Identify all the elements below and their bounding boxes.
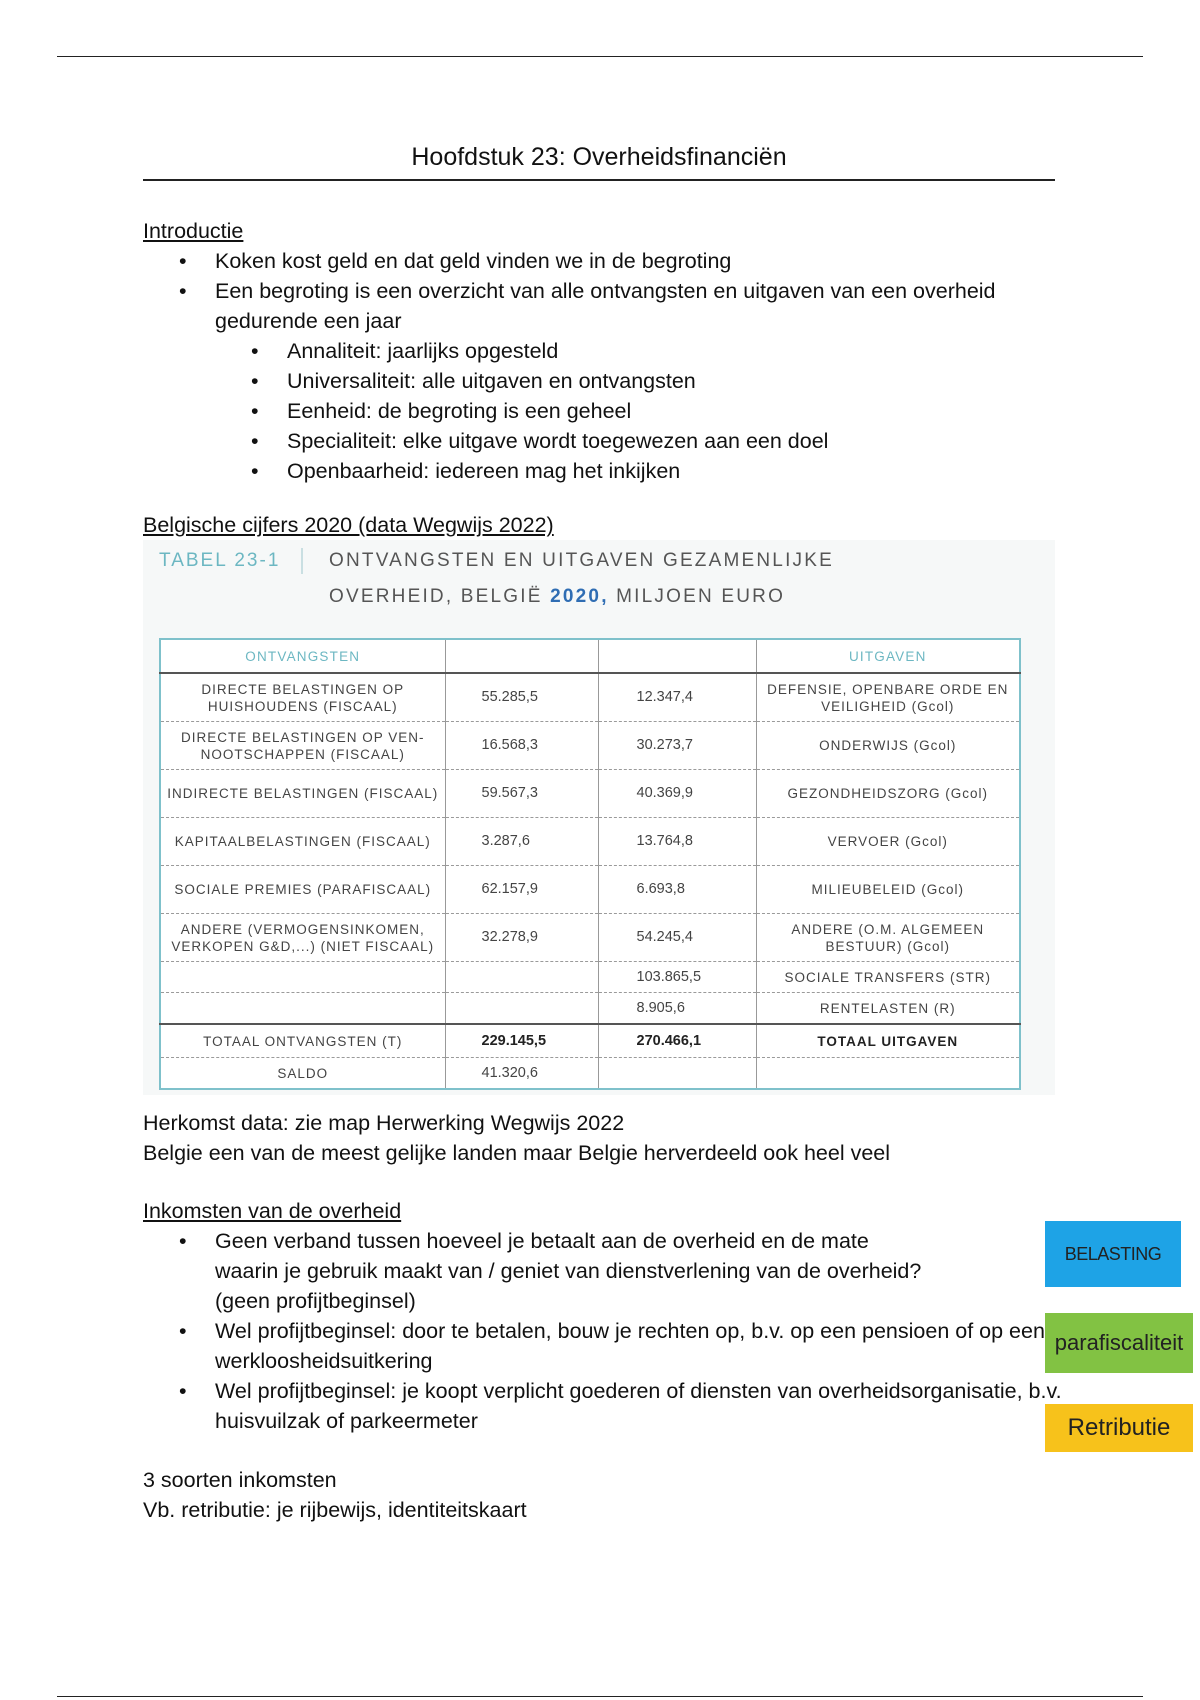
empty-cell	[756, 1058, 1020, 1090]
belgische-heading: Belgische cijfers 2020 (data Wegwijs 2022)	[143, 513, 554, 537]
income-label: ANDERE (VERMOGENSINKOMEN, VERKOPEN G&D,...) (NIET FISCAAL)	[160, 914, 445, 962]
spend-value: 103.865,5	[598, 962, 756, 993]
spend-value: 6.693,8	[598, 866, 756, 914]
spend-label: VERVOER (Gcol)	[756, 818, 1020, 866]
intro-list	[143, 246, 1083, 336]
title-underline	[143, 179, 1055, 181]
intro-heading: Introductie	[143, 219, 244, 243]
income-label: DIRECTE BELASTINGEN OP VEN-NOOTSCHAPPEN (FISCAAL)	[160, 722, 445, 770]
spend-label: ANDERE (O.M. ALGEMEEN BESTUUR) (Gcol)	[756, 914, 1020, 962]
list-item: • Annaliteit: jaarlijks opgesteld	[143, 336, 1083, 366]
empty-cell	[598, 1058, 756, 1090]
income-label: SOCIALE PREMIES (PARAFISCAAL)	[160, 866, 445, 914]
note-line: Belgie een van de meest gelijke landen maar Belgie herverdeeld ook heel veel	[143, 1141, 891, 1165]
list-item: • Wel profijtbeginsel: door te betalen, bouw je rechten op, b.v. op een pensioen of op een werkloosheidsuitkering	[143, 1316, 1063, 1376]
spend-label: RENTELASTEN (R)	[756, 993, 1020, 1025]
spend-label: DEFENSIE, OPENBARE ORDE EN VEILIGHEID (Gcol)	[756, 673, 1020, 722]
belasting-tag: BELASTING	[1045, 1221, 1181, 1287]
inkomsten-heading: Inkomsten van de overheid	[143, 1199, 402, 1223]
table-title-year: 2020,	[550, 586, 609, 607]
col-header-ontvangsten: ONTVANGSTEN	[160, 639, 445, 673]
table-row	[160, 673, 1020, 722]
spend-label: ONDERWIJS (Gcol)	[756, 722, 1020, 770]
table-row	[160, 818, 1020, 866]
list-item: • Specialiteit: elke uitgave wordt toegewezen aan een doel	[143, 426, 1083, 456]
table-label: TABEL 23-1	[159, 550, 281, 571]
income-value: 62.157,9	[445, 866, 598, 914]
table-row	[160, 722, 1020, 770]
income-value: 3.287,6	[445, 818, 598, 866]
saldo-label: SALDO	[160, 1058, 445, 1090]
income-label: DIRECTE BELASTINGEN OP HUISHOUDENS (FISCAAL)	[160, 673, 445, 722]
note-line: Herkomst data: zie map Herwerking Wegwijs 2022	[143, 1111, 625, 1135]
parafiscaliteit-tag: parafiscaliteit	[1045, 1313, 1193, 1373]
table-title-line1: ONTVANGSTEN EN UITGAVEN GEZAMENLIJKE	[329, 550, 835, 571]
table-row	[160, 962, 1020, 993]
spend-value: 13.764,8	[598, 818, 756, 866]
income-label: KAPITAALBELASTINGEN (FISCAAL)	[160, 818, 445, 866]
table-title-line2	[329, 586, 785, 608]
page-top-rule	[57, 56, 1143, 57]
table-row	[160, 866, 1020, 914]
spend-value: 12.347,4	[598, 673, 756, 722]
table-total-row	[160, 1024, 1020, 1058]
list-item: • Koken kost geld en dat geld vinden we in de begroting	[143, 246, 1083, 276]
inkomsten-section	[143, 1196, 1063, 1436]
total-income-value: 229.145,5	[445, 1024, 598, 1058]
income-label	[160, 962, 445, 993]
soorten-section	[143, 1465, 1083, 1525]
income-value	[445, 962, 598, 993]
spend-value: 40.369,9	[598, 770, 756, 818]
soorten-example: Vb. retributie: je rijbewijs, identiteitskaart	[143, 1498, 527, 1522]
col-header-uitgaven: UITGAVEN	[756, 639, 1020, 673]
intro-section	[143, 216, 1083, 486]
table-header-row	[160, 639, 1020, 673]
retributie-tag: Retributie	[1045, 1404, 1193, 1452]
income-value	[445, 993, 598, 1025]
table-title-suffix: MILJOEN EURO	[616, 586, 786, 607]
table-label-divider	[301, 548, 303, 574]
notes-section	[143, 1108, 1083, 1168]
income-label: INDIRECTE BELASTINGEN (FISCAAL)	[160, 770, 445, 818]
income-value: 55.285,5	[445, 673, 598, 722]
col-header-blank	[445, 639, 598, 673]
list-item: • Een begroting is een overzicht van alle ontvangsten en uitgaven van een overheid gedurende een jaar	[143, 276, 1083, 336]
list-item: • Universaliteit: alle uitgaven en ontvangsten	[143, 366, 1083, 396]
inkomsten-list	[143, 1226, 1063, 1436]
table-row	[160, 993, 1020, 1025]
spend-value: 8.905,6	[598, 993, 756, 1025]
spend-label: GEZONDHEIDSZORG (Gcol)	[756, 770, 1020, 818]
page-title: Hoofdstuk 23: Overheidsfinanciën	[411, 143, 787, 171]
income-label	[160, 993, 445, 1025]
income-value: 59.567,3	[445, 770, 598, 818]
spend-label: MILIEUBELEID (Gcol)	[756, 866, 1020, 914]
page-bottom-rule	[57, 1696, 1143, 1697]
list-item: • Geen verband tussen hoeveel je betaalt aan de overheid en de mate waarin je gebruik maakt van / geniet van dienstverlening van de overheid? (geen profijtbeginsel)	[143, 1226, 1063, 1316]
list-item: • Wel profijtbeginsel: je koopt verplicht goederen of diensten van overheidsorganisatie, b.v. huisvuilzak of parkeermeter	[143, 1376, 1063, 1436]
saldo-value: 41.320,6	[445, 1058, 598, 1090]
total-spend-label: TOTAAL UITGAVEN	[756, 1024, 1020, 1058]
budget-table	[159, 638, 1021, 1090]
table-title-prefix: OVERHEID, BELGIË	[329, 586, 543, 607]
income-value: 32.278,9	[445, 914, 598, 962]
spend-value: 30.273,7	[598, 722, 756, 770]
spend-value: 54.245,4	[598, 914, 756, 962]
spend-label: SOCIALE TRANSFERS (STR)	[756, 962, 1020, 993]
income-value: 16.568,3	[445, 722, 598, 770]
total-spend-value: 270.466,1	[598, 1024, 756, 1058]
list-item: • Openbaarheid: iedereen mag het inkijken	[143, 456, 1083, 486]
soorten-line: 3 soorten inkomsten	[143, 1468, 337, 1492]
total-income-label: TOTAAL ONTVANGSTEN (T)	[160, 1024, 445, 1058]
table-row	[160, 914, 1020, 962]
col-header-blank	[598, 639, 756, 673]
table-row	[160, 770, 1020, 818]
table-figure	[143, 540, 1055, 1095]
table-saldo-row	[160, 1058, 1020, 1090]
list-item: • Eenheid: de begroting is een geheel	[143, 396, 1083, 426]
intro-sublist	[143, 336, 1083, 486]
